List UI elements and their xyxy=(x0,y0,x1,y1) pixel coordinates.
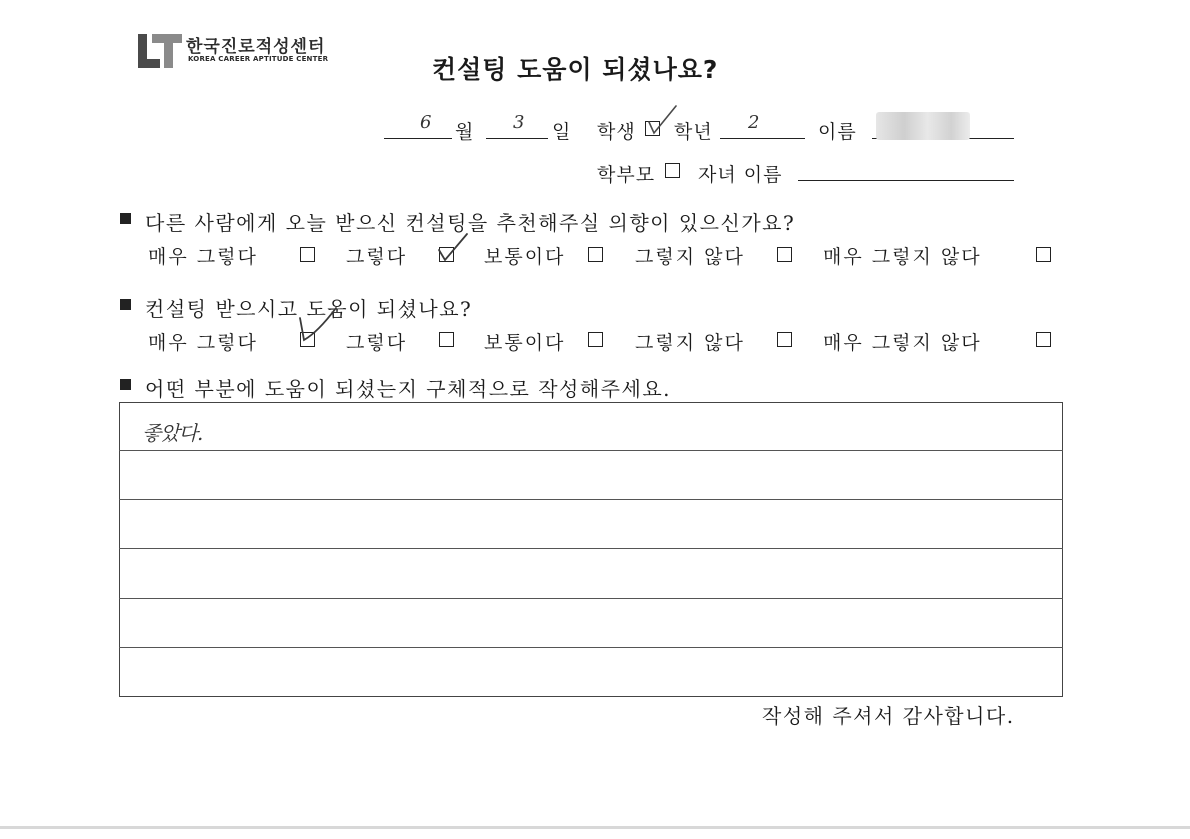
logo-name-english: KOREA CAREER APTITUDE CENTER xyxy=(188,55,329,63)
answer-line xyxy=(119,548,1063,549)
page-title: 컨설팅 도움이 되셨나요? xyxy=(432,55,719,84)
answer-box[interactable] xyxy=(119,402,1063,697)
q2-option-4-label: 그렇지 않다 xyxy=(635,332,745,354)
child-name-label: 자녀 이름 xyxy=(698,164,783,186)
name-label: 이름 xyxy=(818,121,857,143)
q1-option-2-label: 그렇다 xyxy=(346,246,408,268)
q1-option-3-label: 보통이다 xyxy=(484,246,566,268)
q1-option-3-checkbox[interactable] xyxy=(588,247,603,262)
logo-name-korean: 한국진로적성센터 xyxy=(186,37,326,57)
q2-option-3-checkbox[interactable] xyxy=(588,332,603,347)
q1-option-4-label: 그렇지 않다 xyxy=(635,246,745,268)
q1-option-5-label: 매우 그렇지 않다 xyxy=(823,246,982,268)
q2-option-1-label: 매우 그렇다 xyxy=(148,332,258,354)
question-1-bullet xyxy=(120,213,131,224)
grade-value: 2 xyxy=(748,112,760,133)
answer-line xyxy=(119,450,1063,451)
q2-option-2-label: 그렇다 xyxy=(346,332,408,354)
logo-icon xyxy=(138,34,182,68)
scan-edge xyxy=(0,826,1190,829)
day-value: 3 xyxy=(513,112,525,133)
q1-option-1-checkbox[interactable] xyxy=(300,247,315,262)
month-label: 월 xyxy=(455,121,475,143)
q1-option-1-label: 매우 그렇다 xyxy=(148,246,258,268)
question-2-text: 컨설팅 받으시고 도움이 되셨나요? xyxy=(145,297,473,321)
q1-option-5-checkbox[interactable] xyxy=(1036,247,1051,262)
q2-option-5-checkbox[interactable] xyxy=(1036,332,1051,347)
q2-option-2-checkbox[interactable] xyxy=(439,332,454,347)
thank-you-note: 작성해 주셔서 감사합니다. xyxy=(762,704,1015,728)
q2-option-4-checkbox[interactable] xyxy=(777,332,792,347)
answer-line xyxy=(119,499,1063,500)
q1-checkmark-icon xyxy=(433,228,471,266)
q1-option-4-checkbox[interactable] xyxy=(777,247,792,262)
grade-label: 학년 xyxy=(674,121,713,143)
grade-field-line xyxy=(720,138,805,139)
answer-line xyxy=(119,598,1063,599)
question-3-text: 어떤 부분에 도움이 되셨는지 구체적으로 작성해주세요. xyxy=(145,377,672,401)
q2-checkmark-icon xyxy=(292,302,340,346)
day-field-line xyxy=(486,138,548,139)
q2-option-5-label: 매우 그렇지 않다 xyxy=(823,332,982,354)
question-3-bullet xyxy=(120,379,131,390)
question-1-text: 다른 사람에게 오늘 받으신 컨설팅을 추천해주실 의향이 있으신가요? xyxy=(145,211,796,235)
student-label: 학생 xyxy=(597,121,636,143)
parent-label: 학부모 xyxy=(597,164,656,186)
answer-line xyxy=(119,647,1063,648)
question-2-bullet xyxy=(120,299,131,310)
month-value: 6 xyxy=(420,112,432,133)
month-field-line xyxy=(384,138,452,139)
q2-option-3-label: 보통이다 xyxy=(484,332,566,354)
parent-checkbox[interactable] xyxy=(665,163,680,178)
day-label: 일 xyxy=(552,121,572,143)
answer-handwritten-text: 좋았다. xyxy=(142,421,203,445)
name-redacted xyxy=(876,112,970,140)
child-name-field-line xyxy=(798,180,1014,181)
